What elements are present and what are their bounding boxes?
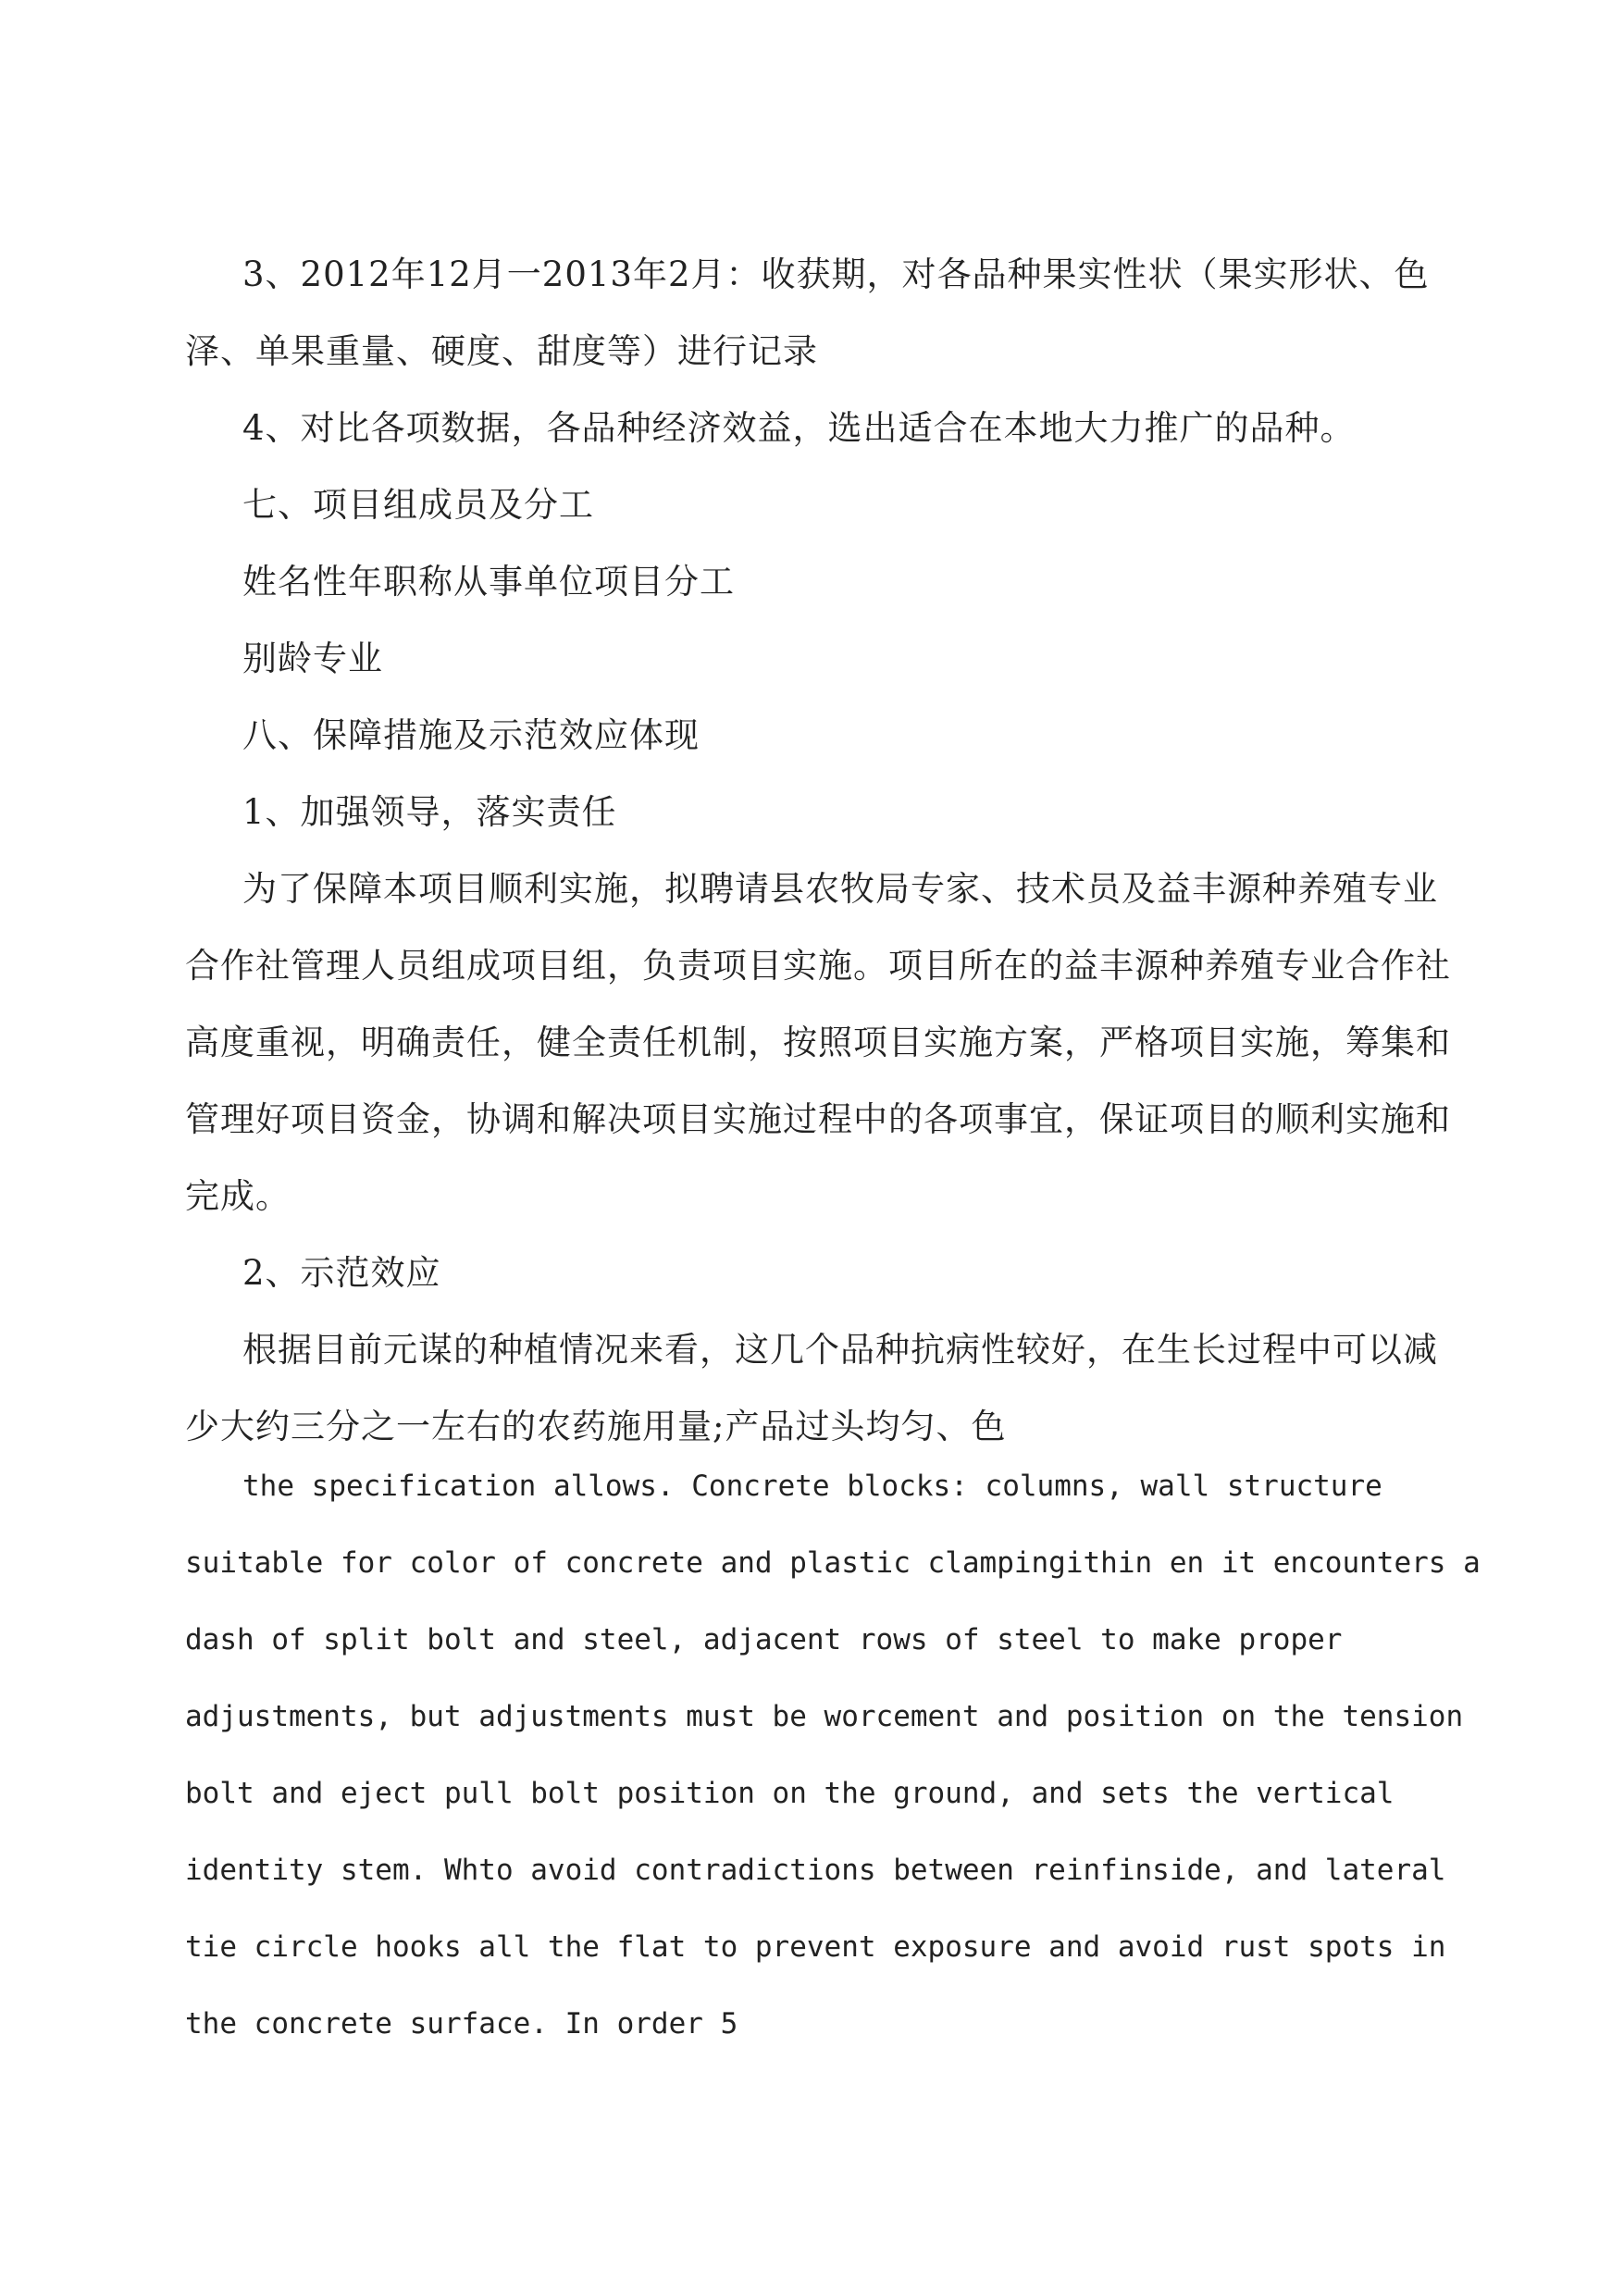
english-line: the specification allows. Concrete blocks: columns, wall structure bbox=[242, 1470, 1382, 1503]
text-line: 少大约三分之一左右的农药施用量;产品过头均匀、色 bbox=[185, 1407, 1007, 1446]
text-line: 完成。 bbox=[185, 1176, 291, 1216]
english-line: tie circle hooks all the flat to prevent exposure and avoid rust spots in bbox=[185, 1930, 1446, 1964]
english-text-block bbox=[185, 1448, 1481, 2063]
text-line: 4、对比各项数据，各品种经济效益，选出适合在本地大力推广的品种。 bbox=[242, 408, 1356, 448]
section-heading: 八、保障措施及示范效应体现 bbox=[242, 715, 700, 755]
english-line: identity stem. Whto avoid contradictions between reinfinside, and lateral bbox=[185, 1854, 1446, 1887]
chinese-text-block bbox=[0, 236, 1624, 1465]
text-line: 根据目前元谋的种植情况来看，这几个品种抗病性较好，在生长过程中可以减 bbox=[242, 1330, 1438, 1370]
english-line: adjustments, but adjustments must be worcement and position on the tension bbox=[185, 1700, 1464, 1733]
text-line: 高度重视，明确责任，健全责任机制，按照项目实施方案，严格项目实施，筹集和 bbox=[185, 1023, 1451, 1062]
section-heading: 七、项目组成员及分工 bbox=[242, 485, 594, 525]
english-line: dash of split bolt and steel, adjacent rows of steel to make proper bbox=[185, 1623, 1343, 1656]
english-line: suitable for color of concrete and plastic clampingithin en it encounters a bbox=[185, 1546, 1481, 1580]
english-line: bolt and eject pull bolt position on the ground, and sets the vertical bbox=[185, 1777, 1395, 1810]
subsection-heading: 1、加强领导，落实责任 bbox=[242, 792, 617, 832]
text-line: 泽、单果重量、硬度、甜度等）进行记录 bbox=[185, 331, 818, 371]
text-line: 为了保障本项目顺利实施，拟聘请县农牧局专家、技术员及益丰源种养殖专业 bbox=[242, 869, 1438, 909]
table-header-line: 姓名性年职称从事单位项目分工 bbox=[242, 562, 735, 602]
text-line: 管理好项目资金，协调和解决项目实施过程中的各项事宜，保证项目的顺利实施和 bbox=[185, 1099, 1451, 1139]
english-line: the concrete surface. In order 5 bbox=[185, 2007, 738, 2041]
text-line: 合作社管理人员组成项目组，负责项目实施。项目所在的益丰源种养殖专业合作社 bbox=[185, 946, 1451, 986]
subsection-heading: 2、示范效应 bbox=[242, 1253, 441, 1293]
text-line: 3、2012年12月一2013年2月：收获期，对各品种果实性状（果实形状、色 bbox=[242, 254, 1430, 294]
table-header-line: 别龄专业 bbox=[242, 639, 383, 678]
